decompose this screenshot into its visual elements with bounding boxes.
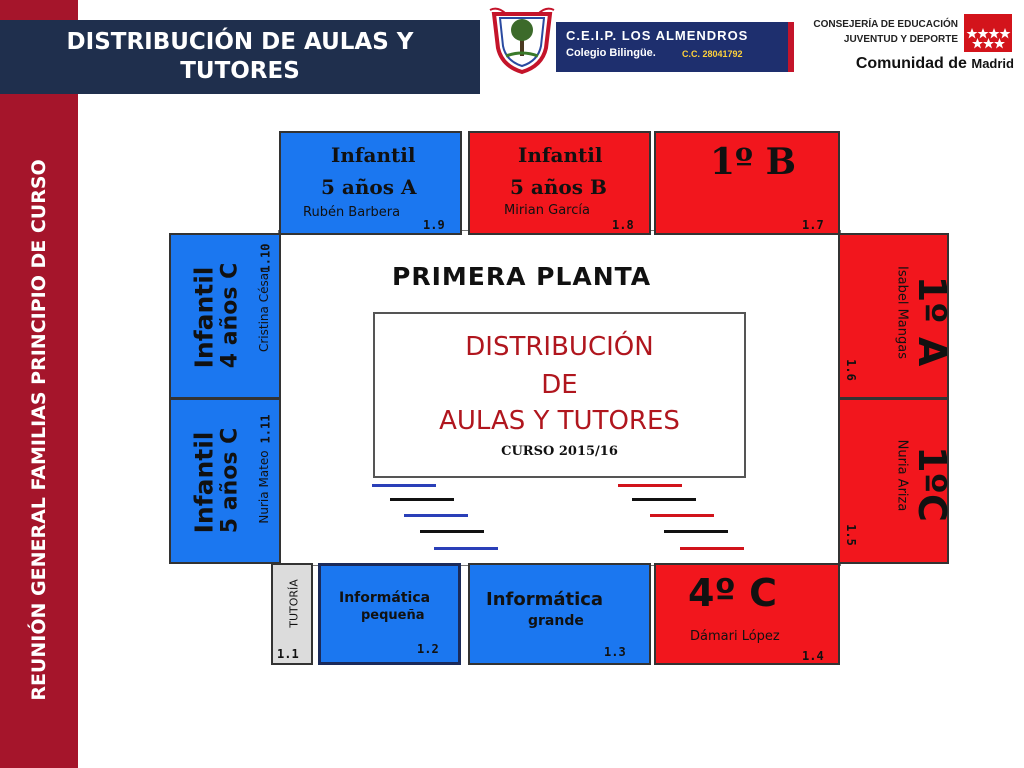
room-1-8-number: 1.8 [612,218,634,232]
gov-name [856,55,1014,73]
room-1-7-label: 1º B [710,141,797,183]
course-label: CURSO 2015/16 [501,444,618,459]
room-1-8-line1: Infantil [518,143,603,167]
room-1-8 [468,131,651,235]
room-1-3-line1: Informática [486,589,604,610]
stair-line [680,547,744,550]
room-1-7 [654,131,840,235]
room-1-3-line2: grande [528,613,584,629]
floor-title: PRIMERA PLANTA [392,262,652,291]
room-1-9-line1: Infantil [331,143,416,167]
room-1-11-number: 1.11 [258,414,273,444]
stair-line [372,484,436,487]
stair-line [390,498,454,501]
room-1-9-tutor: Rubén Barbera [303,205,401,220]
room-1-4-tutor: Dámari López [690,629,780,644]
room-1-9-number: 1.9 [423,218,445,232]
school-banner [556,22,794,72]
stair-line [434,547,498,550]
room-1-11-line2: 5 años C [217,427,243,534]
room-1-10-tutor: Cristina César [257,268,271,353]
side-band [0,0,78,768]
room-1-4 [654,563,840,665]
room-1-1 [271,563,313,665]
madrid-flag-icon [964,14,1012,52]
room-1-10 [169,233,281,399]
room-1-9-line2: 5 años A [321,175,417,199]
gov-line1: CONSEJERÍA DE EDUCACIÓN [813,19,958,30]
room-1-9 [279,131,462,235]
center-line1: DISTRIBUCIÓN [465,332,654,362]
room-1-2-line2: pequeña [361,608,425,623]
school-subtitle: Colegio Bilingüe. [566,47,656,59]
room-1-8-line2: 5 años B [510,175,607,199]
room-1-4-label: 4º C [688,571,777,615]
room-1-3-number: 1.3 [604,645,626,659]
stair-line [420,530,484,533]
room-1-6 [838,233,954,399]
gov-line2: JUVENTUD Y DEPORTE [843,34,958,45]
gov-name-main: Comunidad de [855,55,972,72]
room-1-1-number: 1.1 [277,647,299,661]
room-1-6-label: 1º A [910,275,954,367]
center-line2: DE [541,370,578,400]
room-1-7-number: 1.7 [802,218,824,232]
room-1-2-line1: Informática [339,590,431,606]
room-1-5-number: 1.5 [843,524,858,546]
room-1-6-tutor: Isabel Mangas [894,266,910,359]
room-1-2-number: 1.2 [417,642,439,656]
room-1-8-tutor: Mirian García [504,203,590,218]
room-1-5 [838,398,954,564]
gov-name-small: Madrid [971,56,1014,71]
room-1-5-tutor: Nuria Ariza [894,439,910,512]
room-1-3 [468,563,651,665]
room-1-1-label: TUTORÍA [287,579,301,628]
room-1-5-label: 1ºC [910,446,954,522]
room-1-10-number: 1.10 [258,243,273,273]
room-1-2 [318,563,461,665]
school-name: C.E.I.P. LOS ALMENDROS [566,28,749,43]
page-title [0,20,480,94]
center-title-box [373,312,746,478]
side-label: REUNIÓN GENERAL FAMILIAS PRINCIPIO DE CURSO [28,159,50,701]
stair-line [404,514,468,517]
stair-line [632,498,696,501]
room-1-6-number: 1.6 [843,359,858,381]
room-1-11 [169,398,281,564]
center-line3: AULAS Y TUTORES [439,406,680,436]
stair-line [618,484,682,487]
room-1-11-line1: Infantil [189,431,219,534]
stair-line [664,530,728,533]
page-title-line2: TUTORES [180,58,300,84]
school-crest-icon [486,4,558,76]
school-code: C.C. 28041792 [682,49,743,59]
stair-line [650,514,714,517]
room-1-10-line1: Infantil [189,266,219,369]
room-1-4-number: 1.4 [802,649,824,663]
room-1-11-tutor: Nuria Mateo [257,450,271,524]
page-title-line1: DISTRIBUCIÓN DE AULAS Y [66,29,414,55]
room-1-10-line2: 4 años C [217,262,243,369]
